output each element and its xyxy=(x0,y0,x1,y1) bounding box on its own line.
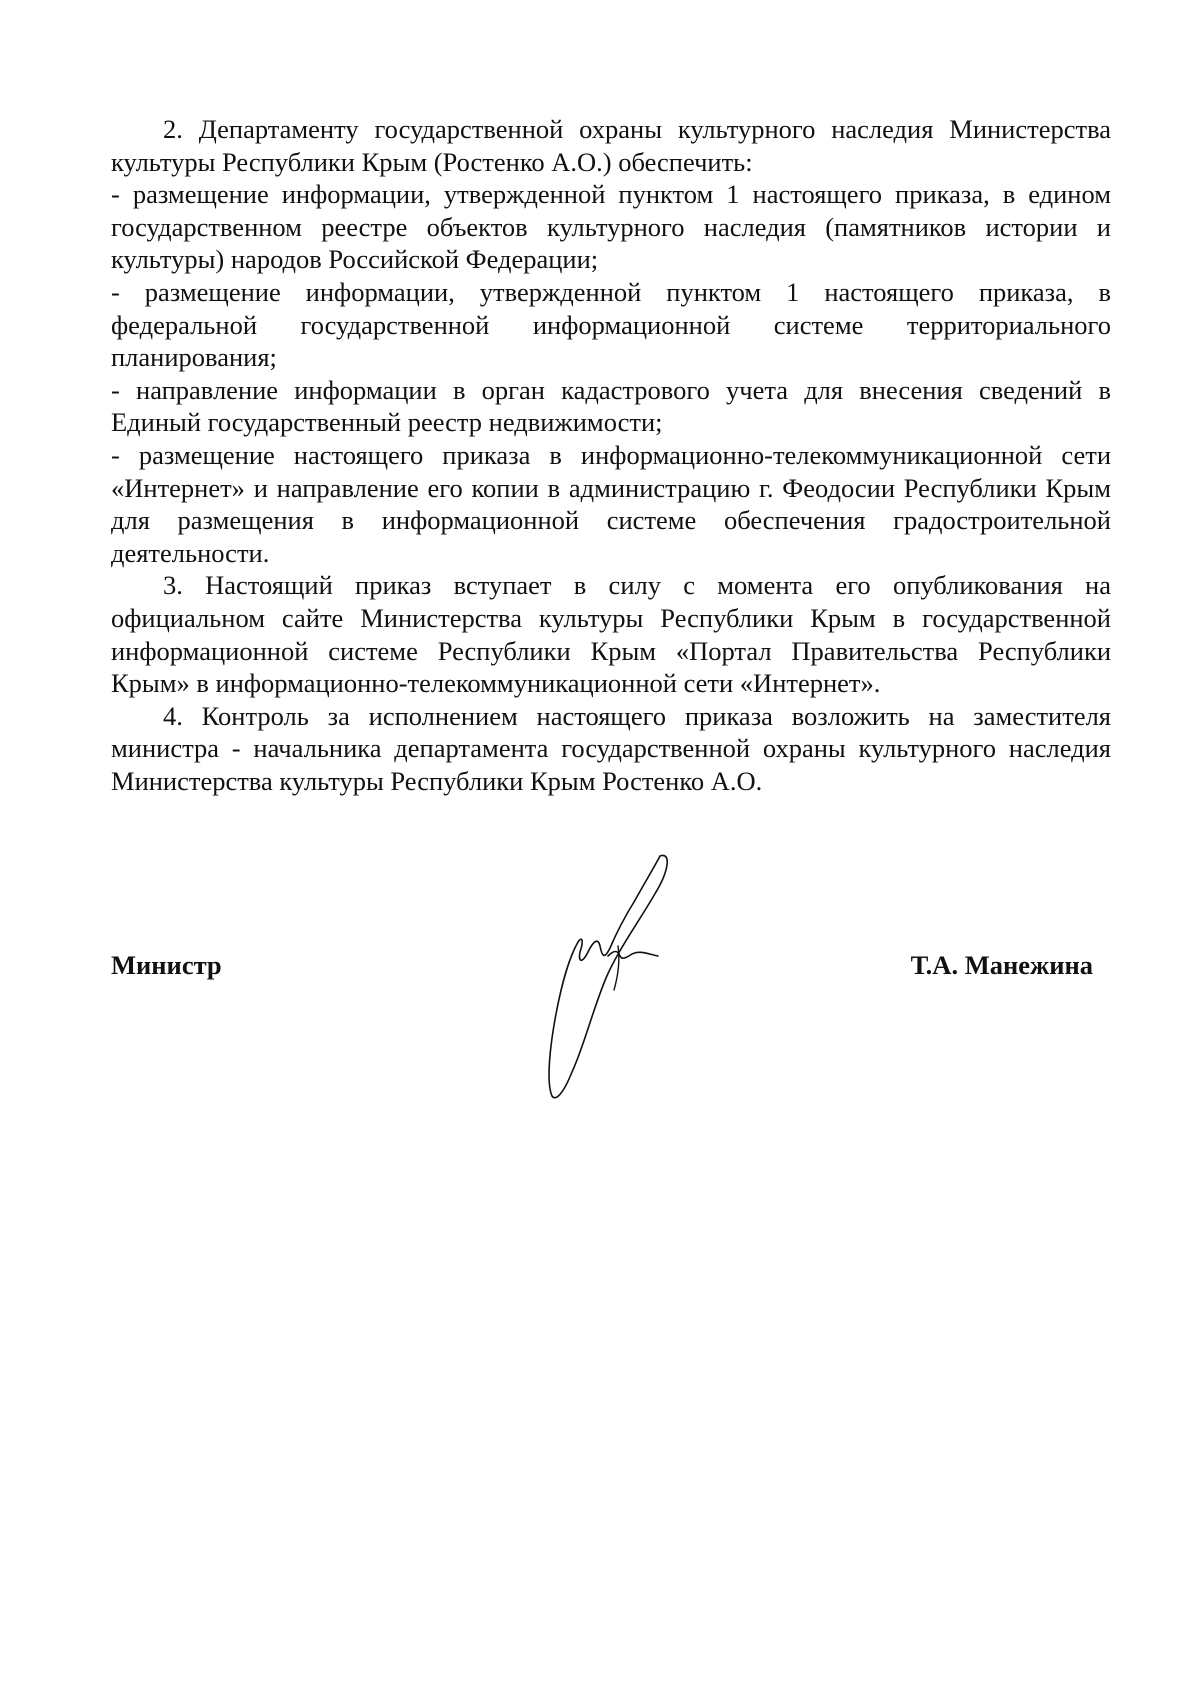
signatory-name: Т.А. Манежина xyxy=(910,950,1093,980)
paragraph-item-4: 4. Контроль за исполнением настоящего приказа возложить на заместителя министра - начальника департамента государственной охраны культурного наследия Министерства культуры Республики Крым Ростенко А.О. xyxy=(111,700,1111,796)
paragraph-item-3: 3. Настоящий приказ вступает в силу с момента его опубликования на официальном сайте Министерства культуры Республики Крым в государственной информационной системе Республики Крым «Портал Правительства Республики Крым» в информационно-телекоммуникационной сети «Интернет». xyxy=(111,570,1111,699)
paragraph-item-2: 2. Департаменту государственной охраны культурного наследия Министерства культуры Республики Крым (Ростенко А.О.) обеспечить: xyxy=(111,114,1111,177)
list-item-cadastral: - направление информации в орган кадастрового учета для внесения сведений в Единый государственный реестр недвижимости; xyxy=(111,374,1111,438)
list-item-registry: - размещение информации, утвержденной пунктом 1 настоящего приказа, в едином государственном реестре объектов культурного наследия (памятников истории и культуры) народов Российской Федерации; xyxy=(111,179,1111,275)
signatory-role: Министр xyxy=(111,950,222,980)
signature-row xyxy=(111,950,1111,990)
document-body xyxy=(111,113,1111,797)
list-item-planning-system: - размещение информации, утвержденной пунктом 1 настоящего приказа, в федеральной государственной информационной системе территориального планирования; xyxy=(111,276,1111,373)
list-item-internet-publication: - размещение настоящего приказа в информационно-телекоммуникационной сети «Интернет» и направление его копии в администрацию г. Феодосии Республики Крым для размещения в информационной системе обеспечения градостроительной деятельности. xyxy=(111,439,1111,568)
